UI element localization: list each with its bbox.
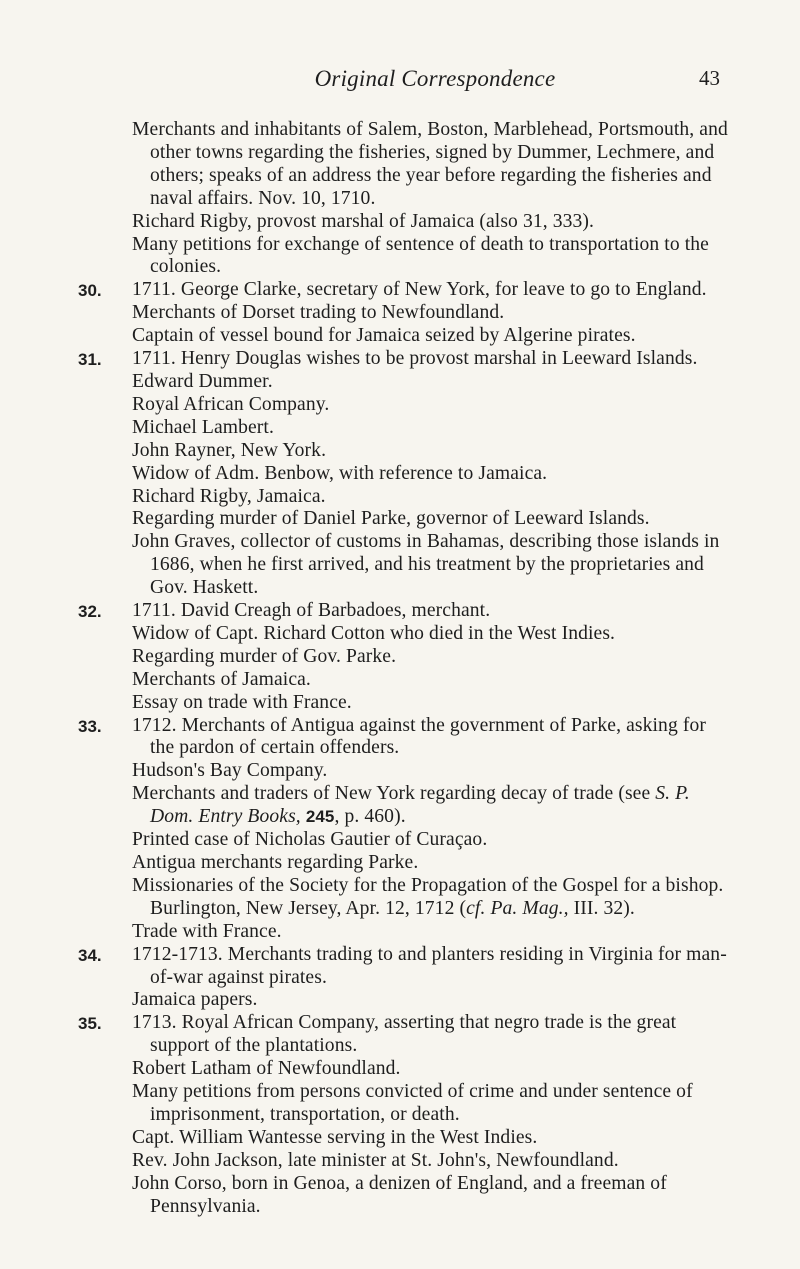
item-text: Merchants and traders of New York regarding decay of trade (see xyxy=(132,783,651,805)
entry-list xyxy=(78,119,730,1219)
list-item: John Corso, born in Genoa, a denizen of England, and a freeman of Pennsylvania. xyxy=(132,1172,667,1217)
list-item: Captain of vessel bound for Jamaica seized by Algerine pirates. xyxy=(132,325,636,347)
list-item: Many petitions for exchange of sentence of death to transportation to the colonies. xyxy=(132,233,709,278)
volume-ref: 245 xyxy=(305,807,335,827)
list-item: Essay on trade with France. xyxy=(132,691,352,713)
list-item: 1711. George Clarke, secretary of New York, for leave to go to England. xyxy=(132,279,707,301)
entry-30 xyxy=(78,279,730,348)
entry-number: 33. xyxy=(78,716,102,736)
entry-number: 31. xyxy=(78,350,102,370)
list-item: Trade with France. xyxy=(132,920,282,942)
page-ref: , p. 460). xyxy=(334,806,406,828)
entry-continued xyxy=(78,119,730,279)
entry-items xyxy=(132,119,730,279)
entry-items xyxy=(132,715,730,944)
entry-33 xyxy=(78,715,730,944)
entry-items xyxy=(132,600,730,715)
entry-35 xyxy=(78,1012,730,1218)
list-item: Regarding murder of Gov. Parke. xyxy=(132,645,397,667)
entry-number: 35. xyxy=(78,1014,102,1034)
list-item: Regarding murder of Daniel Parke, governor of Leeward Islands. xyxy=(132,508,650,530)
list-item: Edward Dummer. xyxy=(132,370,273,392)
entry-items xyxy=(132,279,730,348)
list-item: John Rayner, New York. xyxy=(132,439,327,461)
entry-number: 30. xyxy=(78,281,102,301)
citation-ref: III. 32). xyxy=(568,897,635,919)
entry-number: 32. xyxy=(78,602,102,622)
list-item: Royal African Company. xyxy=(132,393,330,415)
list-item: 1712-1713. Merchants trading to and planters residing in Virginia for man-of-war against pirates. xyxy=(132,943,727,988)
list-item: 1712. Merchants of Antigua against the government of Parke, asking for the pardon of certain offenders. xyxy=(132,714,706,759)
list-item: Michael Lambert. xyxy=(132,416,274,438)
page-number: 43 xyxy=(699,66,720,90)
list-item: Widow of Adm. Benbow, with reference to Jamaica. xyxy=(132,462,548,484)
list-item: Capt. William Wantesse serving in the West Indies. xyxy=(132,1126,538,1148)
entry-number xyxy=(78,119,132,279)
entry-number: 34. xyxy=(78,945,102,965)
list-item: Widow of Capt. Richard Cotton who died in the West Indies. xyxy=(132,622,616,644)
list-item: Merchants of Jamaica. xyxy=(132,668,311,690)
citation: cf. Pa. Mag., xyxy=(466,897,569,919)
entry-34 xyxy=(78,944,730,1013)
list-item: 1711. Henry Douglas wishes to be provost marshal in Leeward Islands. xyxy=(132,348,698,370)
running-title: Original Correspondence xyxy=(314,66,556,91)
list-item: Merchants and inhabitants of Salem, Boston, Marblehead, Portsmouth, and other towns regarding the fisheries, signed by Dummer, Lechmere, and others; speaks of an address the year before regarding the fisheries and naval affairs. Nov. 10, 1710. xyxy=(132,119,728,209)
list-item: Jamaica papers. xyxy=(132,989,258,1011)
list-item: Many petitions from persons convicted of crime and under sentence of imprisonment, transportation, or death. xyxy=(132,1081,693,1125)
list-item xyxy=(132,875,730,921)
list-item xyxy=(132,783,730,829)
list-item: Robert Latham of Newfoundland. xyxy=(132,1058,401,1080)
list-item: Merchants of Dorset trading to Newfoundland. xyxy=(132,302,505,324)
list-item: Richard Rigby, Jamaica. xyxy=(132,485,326,507)
source-title: S. P. Dom. Entry Books, xyxy=(150,783,690,828)
list-item: Printed case of Nicholas Gautier of Curaçao. xyxy=(132,829,488,851)
item-text: Missionaries of the Society for the Propagation of the Gospel for a bishop. Burlington, New Jersey, Apr. 12, 1712 ( xyxy=(132,874,724,919)
entry-items xyxy=(132,1012,730,1218)
list-item: Rev. John Jackson, late minister at St. John's, Newfoundland. xyxy=(132,1149,619,1171)
list-item: Hudson's Bay Company. xyxy=(132,760,328,782)
entry-items xyxy=(132,348,730,600)
list-item: 1711. David Creagh of Barbadoes, merchant. xyxy=(132,600,491,622)
list-item: 1713. Royal African Company, asserting that negro trade is the great support of the plantations. xyxy=(132,1012,677,1057)
running-head xyxy=(150,66,720,100)
entry-32 xyxy=(78,600,730,715)
list-item: Antigua merchants regarding Parke. xyxy=(132,852,419,873)
list-item: John Graves, collector of customs in Bahamas, describing those islands in 1686, when he first arrived, and his treatment by the proprietaries and Gov. Haskett. xyxy=(132,531,720,599)
entry-31 xyxy=(78,348,730,600)
list-item: Richard Rigby, provost marshal of Jamaica (also 31, 333). xyxy=(132,210,595,232)
entry-items xyxy=(132,944,730,1013)
